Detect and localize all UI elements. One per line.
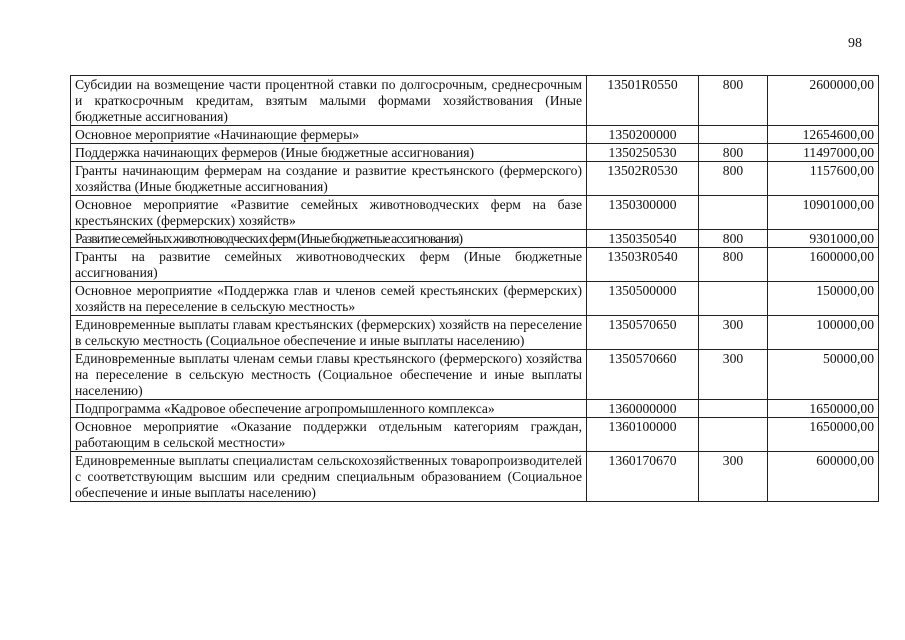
row-code: 1350300000: [587, 196, 699, 230]
row-amount: 150000,00: [768, 282, 879, 316]
row-amount: 1650000,00: [768, 418, 879, 452]
table-row: [71, 400, 879, 418]
row-expense-type: 300: [699, 316, 768, 350]
row-code: 13503R0540: [587, 248, 699, 282]
row-expense-type: 800: [699, 162, 768, 196]
row-code: 1350250530: [587, 144, 699, 162]
row-code: 1360170670: [587, 452, 699, 502]
row-amount: 2600000,00: [768, 76, 879, 126]
row-code: 1350200000: [587, 126, 699, 144]
row-expense-type: 800: [699, 230, 768, 248]
budget-table: [70, 75, 879, 502]
row-expense-type: 800: [699, 76, 768, 126]
row-code: 1350500000: [587, 282, 699, 316]
table-row: [71, 350, 879, 400]
row-description: Основное мероприятие «Поддержка глав и членов семей крестьянских (фермерских) хозяйств на переселение в сельскую местность»: [71, 282, 587, 316]
table-row: [71, 144, 879, 162]
table-row: [71, 282, 879, 316]
row-description: Гранты начинающим фермерам на создание и развитие крестьянского (фермерского) хозяйства (Иные бюджетные ассигнования): [71, 162, 587, 196]
row-expense-type: 800: [699, 144, 768, 162]
row-expense-type: [699, 400, 768, 418]
table-row: [71, 316, 879, 350]
row-code: 1360000000: [587, 400, 699, 418]
row-amount: 1157600,00: [768, 162, 879, 196]
table-row: [71, 196, 879, 230]
row-amount: 9301000,00: [768, 230, 879, 248]
row-amount: 600000,00: [768, 452, 879, 502]
row-amount: 12654600,00: [768, 126, 879, 144]
row-code: 13502R0530: [587, 162, 699, 196]
row-expense-type: [699, 282, 768, 316]
table-row: [71, 418, 879, 452]
row-expense-type: 300: [699, 452, 768, 502]
row-amount: 10901000,00: [768, 196, 879, 230]
row-expense-type: [699, 126, 768, 144]
table-row: [71, 126, 879, 144]
row-amount: 11497000,00: [768, 144, 879, 162]
table-row: [71, 76, 879, 126]
row-description: Подпрограмма «Кадровое обеспечение агропромышленного комплекса»: [71, 400, 587, 418]
row-description: Единовременные выплаты специалистам сельскохозяйственных товаропроизводителей с соответствующим высшим или средним специальным образованием (Социальное обеспечение и иные выплаты населению): [71, 452, 587, 502]
row-amount: 1600000,00: [768, 248, 879, 282]
row-amount: 100000,00: [768, 316, 879, 350]
row-amount: 50000,00: [768, 350, 879, 400]
row-code: 1350570650: [587, 316, 699, 350]
row-description: Единовременные выплаты членам семьи главы крестьянского (фермерского) хозяйства на переселение в сельскую местность (Социальное обеспечение и иные выплаты населению): [71, 350, 587, 400]
table-row: [71, 452, 879, 502]
row-code: 1360100000: [587, 418, 699, 452]
row-code: 13501R0550: [587, 76, 699, 126]
row-description: Основное мероприятие «Оказание поддержки отдельным категориям граждан, работающим в сельской местности»: [71, 418, 587, 452]
page-number: 98: [848, 36, 862, 51]
row-description: Основное мероприятие «Начинающие фермеры»: [71, 126, 587, 144]
row-amount: 1650000,00: [768, 400, 879, 418]
table-row: [71, 248, 879, 282]
row-description: Гранты на развитие семейных животноводческих ферм (Иные бюджетные ассигнования): [71, 248, 587, 282]
row-expense-type: 300: [699, 350, 768, 400]
row-description: Основное мероприятие «Развитие семейных животноводческих ферм на базе крестьянских (фермерских) хозяйств»: [71, 196, 587, 230]
row-expense-type: 800: [699, 248, 768, 282]
row-code: 1350570660: [587, 350, 699, 400]
row-description: Субсидии на возмещение части процентной ставки по долгосрочным, среднесрочным и краткосрочным кредитам, взятым малыми формами хозяйствования (Иные бюджетные ассигнования): [71, 76, 587, 126]
table-row: [71, 162, 879, 196]
row-expense-type: [699, 196, 768, 230]
row-expense-type: [699, 418, 768, 452]
table-row: [71, 230, 879, 248]
row-description: Поддержка начинающих фермеров (Иные бюджетные ассигнования): [71, 144, 587, 162]
row-description: Единовременные выплаты главам крестьянских (фермерских) хозяйств на переселение в сельскую местность (Социальное обеспечение и иные выплаты населению): [71, 316, 587, 350]
row-code: 1350350540: [587, 230, 699, 248]
row-description: Развитие семейных животноводческих ферм (Иные бюджетные ассигнования): [71, 230, 587, 248]
